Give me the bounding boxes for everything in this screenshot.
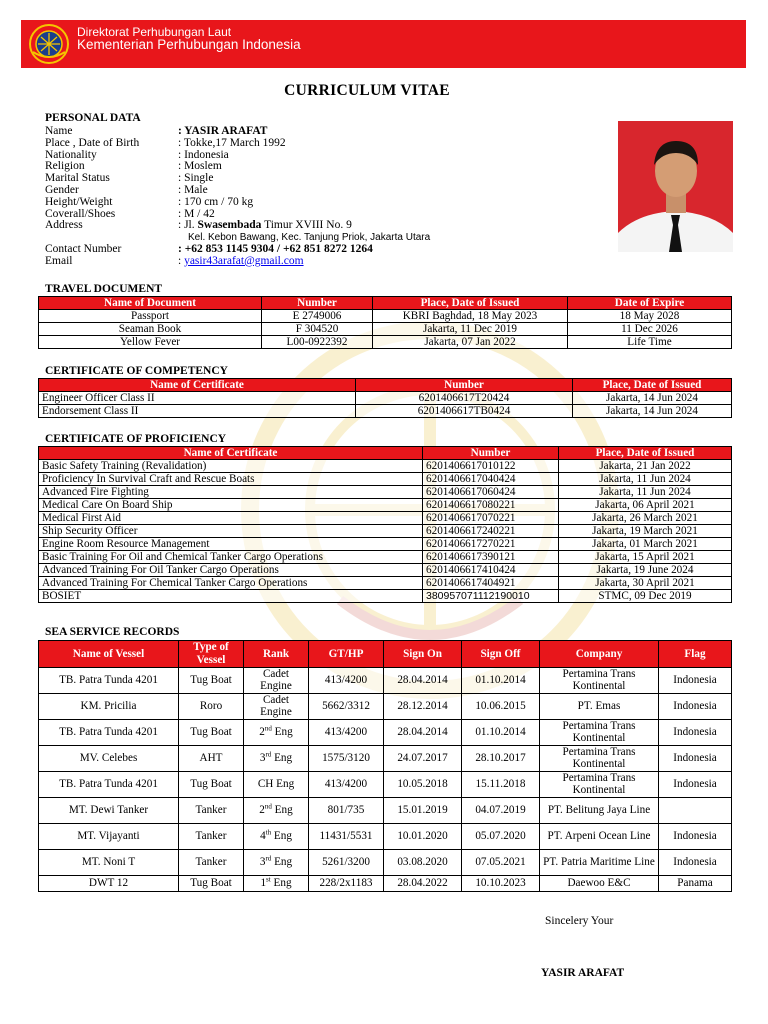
personal-row-height — [45, 197, 618, 209]
cop-cell: 6201406617240221 — [423, 525, 559, 538]
personal-row-address — [45, 220, 618, 232]
coc-cell: Jakarta, 14 Jun 2024 — [573, 405, 732, 418]
sea-col-flag: Flag — [659, 641, 732, 668]
header-line1: Direktorat Perhubungan Laut — [77, 25, 232, 39]
sea-cell: PT. Arpeni Ocean Line — [540, 824, 659, 850]
sea-cell: Tug Boat — [179, 772, 244, 798]
address-street-bold: Swasembada — [197, 219, 262, 232]
cop-cell: 6201406617390121 — [423, 551, 559, 564]
email-colon: : — [178, 254, 185, 267]
sea-cell: 04.07.2019 — [462, 798, 540, 824]
ministry-logo — [27, 22, 71, 66]
cop-cell: Ship Security Officer — [39, 525, 423, 538]
coc-cell: Jakarta, 14 Jun 2024 — [573, 392, 732, 405]
label-nationality: Nationality — [45, 148, 97, 161]
label-marital: Marital Status — [45, 172, 110, 185]
address-rest: Timur XVIII No. 9 — [261, 219, 352, 232]
value-contact: : +62 853 1145 9304 / +62 851 8272 1264 — [178, 242, 373, 255]
sea-cell: Tug Boat — [179, 720, 244, 746]
cop-cell: STMC, 09 Dec 2019 — [559, 590, 732, 603]
value-address-line2: Kel. Kebon Bawang, Kec. Tanjung Priok, Jakarta Utara — [188, 232, 431, 244]
cop-cell: 6201406617060424 — [423, 486, 559, 499]
table-row — [39, 486, 732, 499]
sea-cell: 07.05.2021 — [462, 850, 540, 876]
personal-data-block — [45, 126, 618, 268]
value-religion: : Moslem — [178, 160, 222, 173]
travel-cell: F 304520 — [262, 323, 373, 336]
sea-cell: MV. Celebes — [39, 746, 179, 772]
table-row — [39, 310, 732, 323]
sea-col-type: Type of Vessel — [179, 641, 244, 668]
sea-cell: 228/2x1183 — [309, 876, 384, 892]
sea-cell: MT. Noni T — [39, 850, 179, 876]
travel-cell: Yellow Fever — [39, 336, 262, 349]
travel-cell: E 2749006 — [262, 310, 373, 323]
personal-data-heading: PERSONAL DATA — [45, 112, 141, 124]
cop-cell: Jakarta, 01 March 2021 — [559, 538, 732, 551]
sea-cell: 1575/3120 — [309, 746, 384, 772]
rank-sup: rd — [265, 854, 272, 863]
sea-service-table — [38, 640, 732, 892]
sea-cell: 01.10.2014 — [462, 720, 540, 746]
sea-cell: Indonesia — [659, 694, 732, 720]
cop-header-row — [39, 447, 732, 460]
travel-cell: Jakarta, 11 Dec 2019 — [373, 323, 568, 336]
travel-heading: TRAVEL DOCUMENT — [45, 283, 163, 295]
label-birth: Place , Date of Birth — [45, 136, 140, 149]
table-row — [39, 323, 732, 336]
label-contact: Contact Number — [45, 242, 122, 255]
cop-col-number: Number — [423, 447, 559, 460]
travel-header-row — [39, 297, 732, 310]
cop-cell: Advanced Training For Oil Tanker Cargo Operations — [39, 564, 423, 577]
personal-row-gender — [45, 185, 618, 197]
sea-cell: Tanker — [179, 850, 244, 876]
coc-col-issued: Place, Date of Issued — [573, 379, 732, 392]
value-birth: : Tokke,17 March 1992 — [178, 136, 286, 149]
coc-cell: Endorsement Class II — [39, 405, 356, 418]
label-address: Address — [45, 219, 83, 232]
sea-cell: 5261/3200 — [309, 850, 384, 876]
sea-cell: 15.01.2019 — [384, 798, 462, 824]
coc-table — [38, 378, 732, 418]
cop-cell: Jakarta, 06 April 2021 — [559, 499, 732, 512]
sea-cell: AHT — [179, 746, 244, 772]
sea-cell: 10.06.2015 — [462, 694, 540, 720]
rank-rest: Eng — [271, 829, 292, 842]
sea-col-signoff: Sign Off — [462, 641, 540, 668]
sea-cell: 15.11.2018 — [462, 772, 540, 798]
personal-row-email — [45, 256, 618, 268]
cop-cell: Advanced Fire Fighting — [39, 486, 423, 499]
sea-cell-rank — [244, 876, 309, 892]
coc-heading: CERTIFICATE OF COMPETENCY — [45, 365, 228, 377]
coc-cell: Engineer Officer Class II — [39, 392, 356, 405]
sea-col-gthp: GT/HP — [309, 641, 384, 668]
table-row — [39, 798, 732, 824]
rank-sup: th — [265, 828, 272, 837]
sea-cell: 28.04.2014 — [384, 720, 462, 746]
sea-cell: Daewoo E&C — [540, 876, 659, 892]
rank-text: 3 — [259, 855, 266, 868]
sea-cell-rank — [244, 798, 309, 824]
coc-cell: 6201406617TB0424 — [356, 405, 573, 418]
sea-cell: PT. Belitung Jaya Line — [540, 798, 659, 824]
address-prefix: : Jl. — [178, 219, 198, 232]
cop-cell: BOSIET — [39, 590, 423, 603]
table-row — [39, 746, 732, 772]
cop-cell: 380957071112190010 — [423, 590, 559, 603]
sea-cell: PT. Patria Maritime Line — [540, 850, 659, 876]
cop-cell: Jakarta, 11 Jun 2024 — [559, 473, 732, 486]
cop-cell: Jakarta, 30 April 2021 — [559, 577, 732, 590]
rank-text: 2 — [259, 725, 265, 738]
sea-cell-rank — [244, 772, 309, 798]
rank-sup: rd — [265, 750, 272, 759]
coc-col-number: Number — [356, 379, 573, 392]
sea-cell: 11431/5531 — [309, 824, 384, 850]
sea-col-rank: Rank — [244, 641, 309, 668]
sea-cell-rank — [244, 668, 309, 694]
cop-table — [38, 446, 732, 603]
sea-cell: TB. Patra Tunda 4201 — [39, 668, 179, 694]
rank-rest: Eng — [270, 876, 292, 889]
label-religion: Religion — [45, 160, 85, 173]
sea-cell: 24.07.2017 — [384, 746, 462, 772]
sea-cell: Pertamina Trans Kontinental — [540, 772, 659, 798]
cop-cell: Basic Safety Training (Revalidation) — [39, 460, 423, 473]
sea-cell: Indonesia — [659, 824, 732, 850]
sea-cell: 05.07.2020 — [462, 824, 540, 850]
sea-cell: Indonesia — [659, 746, 732, 772]
sea-cell — [659, 798, 732, 824]
sea-cell-rank — [244, 720, 309, 746]
sea-cell: TB. Patra Tunda 4201 — [39, 772, 179, 798]
sea-cell: MT. Vijayanti — [39, 824, 179, 850]
sea-cell: 10.05.2018 — [384, 772, 462, 798]
sea-cell: 413/4200 — [309, 668, 384, 694]
cop-cell: 6201406617010122 — [423, 460, 559, 473]
cop-cell: Jakarta, 11 Jun 2024 — [559, 486, 732, 499]
cop-cell: 6201406617040424 — [423, 473, 559, 486]
cop-cell: 6201406617270221 — [423, 538, 559, 551]
value-height: : 170 cm / 70 kg — [178, 195, 254, 208]
table-row — [39, 720, 732, 746]
cop-heading: CERTIFICATE OF PROFICIENCY — [45, 433, 227, 445]
table-row — [39, 564, 732, 577]
table-row — [39, 538, 732, 551]
table-row — [39, 850, 732, 876]
cop-cell: Advanced Training For Chemical Tanker Cargo Operations — [39, 577, 423, 590]
table-row — [39, 772, 732, 798]
sea-cell: 10.10.2023 — [462, 876, 540, 892]
rank-rest: Eng — [271, 803, 293, 816]
table-row — [39, 473, 732, 486]
travel-document-table — [38, 296, 732, 349]
rank-text: Cadet Engine — [260, 668, 292, 692]
travel-col-number: Number — [262, 297, 373, 310]
table-row — [39, 577, 732, 590]
header-line2: Kementerian Perhubungan Indonesia — [77, 37, 301, 52]
cop-cell: Basic Training For Oil and Chemical Tanker Cargo Operations — [39, 551, 423, 564]
rank-rest: Eng — [271, 855, 293, 868]
sea-cell: PT. Emas — [540, 694, 659, 720]
travel-cell: Seaman Book — [39, 323, 262, 336]
personal-row-contact — [45, 244, 618, 256]
sea-cell: Indonesia — [659, 850, 732, 876]
sea-cell: Pertamina Trans Kontinental — [540, 746, 659, 772]
coc-cell: 6201406617T20424 — [356, 392, 573, 405]
cop-cell: 6201406617070221 — [423, 512, 559, 525]
sea-cell-rank — [244, 824, 309, 850]
document-title: CURRICULUM VITAE — [284, 82, 450, 99]
sea-cell: Pertamina Trans Kontinental — [540, 720, 659, 746]
sea-cell: 03.08.2020 — [384, 850, 462, 876]
label-email: Email — [45, 254, 73, 267]
cop-cell: Jakarta, 21 Jan 2022 — [559, 460, 732, 473]
sea-col-company: Company — [540, 641, 659, 668]
travel-cell: KBRI Baghdad, 18 May 2023 — [373, 310, 568, 323]
table-row — [39, 551, 732, 564]
sea-cell: 28.04.2022 — [384, 876, 462, 892]
sea-cell: Pertamina Trans Kontinental — [540, 668, 659, 694]
rank-sup: nd — [264, 724, 272, 733]
value-name: : YASIR ARAFAT — [178, 125, 268, 137]
label-height: Height/Weight — [45, 195, 113, 208]
sea-cell: KM. Pricilia — [39, 694, 179, 720]
sea-cell: 28.12.2014 — [384, 694, 462, 720]
sea-header-row — [39, 641, 732, 668]
label-gender: Gender — [45, 183, 79, 196]
travel-cell: Life Time — [568, 336, 732, 349]
sea-cell: DWT 12 — [39, 876, 179, 892]
cop-cell: Jakarta, 15 April 2021 — [559, 551, 732, 564]
rank-text: 3 — [259, 751, 266, 764]
table-row — [39, 694, 732, 720]
table-row — [39, 668, 732, 694]
rank-sup: st — [266, 875, 271, 884]
cop-cell: 6201406617080221 — [423, 499, 559, 512]
signature-name: YASIR ARAFAT — [541, 967, 625, 979]
value-nationality: : Indonesia — [178, 148, 229, 161]
table-row — [39, 876, 732, 892]
value-email — [178, 256, 608, 268]
sea-cell: MT. Dewi Tanker — [39, 798, 179, 824]
rank-text: Cadet Engine — [260, 694, 292, 718]
cop-cell: Jakarta, 19 March 2021 — [559, 525, 732, 538]
label-coverall: Coverall/Shoes — [45, 207, 116, 220]
coc-header-row — [39, 379, 732, 392]
sea-cell-rank — [244, 694, 309, 720]
value-address — [178, 220, 608, 232]
closing-text: Sincelery Your — [545, 915, 614, 927]
sea-cell: Tug Boat — [179, 876, 244, 892]
rank-text: 1 — [260, 876, 267, 889]
sea-cell: 10.01.2020 — [384, 824, 462, 850]
travel-cell: Jakarta, 07 Jan 2022 — [373, 336, 568, 349]
table-row — [39, 525, 732, 538]
email-link[interactable]: yasir43arafat@gmail.com — [184, 254, 304, 267]
profile-photo — [618, 121, 733, 252]
table-row — [39, 499, 732, 512]
table-row — [39, 824, 732, 850]
sea-cell: 01.10.2014 — [462, 668, 540, 694]
sea-cell: 801/735 — [309, 798, 384, 824]
value-coverall: : M / 42 — [178, 207, 215, 220]
personal-row-birth — [45, 138, 618, 150]
label-name: Name — [45, 125, 73, 137]
rank-text: 2 — [259, 803, 265, 816]
cop-cell: Medical Care On Board Ship — [39, 499, 423, 512]
value-marital: : Single — [178, 172, 214, 185]
cop-col-issued: Place, Date of Issued — [559, 447, 732, 460]
table-row — [39, 392, 732, 405]
cop-cell: Proficiency In Survival Craft and Rescue Boats — [39, 473, 423, 486]
sea-cell-rank — [244, 850, 309, 876]
table-row — [39, 405, 732, 418]
sea-cell: 28.04.2014 — [384, 668, 462, 694]
travel-cell: Passport — [39, 310, 262, 323]
cop-cell: 6201406617404921 — [423, 577, 559, 590]
sea-cell: 5662/3312 — [309, 694, 384, 720]
table-row — [39, 336, 732, 349]
cop-col-name: Name of Certificate — [39, 447, 423, 460]
travel-cell: 11 Dec 2026 — [568, 323, 732, 336]
cop-cell: Jakarta, 26 March 2021 — [559, 512, 732, 525]
personal-row-marital — [45, 173, 618, 185]
sea-cell-rank — [244, 746, 309, 772]
table-row — [39, 590, 732, 603]
sea-cell: 413/4200 — [309, 772, 384, 798]
table-row — [39, 460, 732, 473]
sea-cell: Roro — [179, 694, 244, 720]
sea-cell: Indonesia — [659, 668, 732, 694]
sea-cell: Indonesia — [659, 720, 732, 746]
travel-cell: 18 May 2028 — [568, 310, 732, 323]
sea-col-signon: Sign On — [384, 641, 462, 668]
sea-cell: 28.10.2017 — [462, 746, 540, 772]
sea-cell: Indonesia — [659, 772, 732, 798]
cop-cell: Jakarta, 19 June 2024 — [559, 564, 732, 577]
value-gender: : Male — [178, 183, 208, 196]
rank-rest: Eng — [271, 751, 293, 764]
personal-row-nationality — [45, 150, 618, 162]
sea-heading: SEA SERVICE RECORDS — [45, 626, 180, 638]
cop-cell: Engine Room Resource Management — [39, 538, 423, 551]
travel-col-expire: Date of Expire — [568, 297, 732, 310]
cop-cell: Medical First Aid — [39, 512, 423, 525]
sea-cell: Tanker — [179, 798, 244, 824]
sea-cell: Tug Boat — [179, 668, 244, 694]
cop-cell: 6201406617410424 — [423, 564, 559, 577]
sea-cell: TB. Patra Tunda 4201 — [39, 720, 179, 746]
travel-cell: L00-0922392 — [262, 336, 373, 349]
rank-rest: Eng — [271, 725, 293, 738]
sea-col-vessel: Name of Vessel — [39, 641, 179, 668]
rank-sup: nd — [264, 802, 272, 811]
coc-col-name: Name of Certificate — [39, 379, 356, 392]
header-banner — [21, 20, 746, 68]
travel-col-name: Name of Document — [39, 297, 262, 310]
sea-cell: Tanker — [179, 824, 244, 850]
sea-cell: Panama — [659, 876, 732, 892]
table-row — [39, 512, 732, 525]
rank-text: CH Eng — [257, 777, 295, 790]
sea-cell: 413/4200 — [309, 720, 384, 746]
rank-text: 4 — [260, 829, 266, 842]
personal-row-religion — [45, 161, 618, 173]
travel-col-issued: Place, Date of Issued — [373, 297, 568, 310]
